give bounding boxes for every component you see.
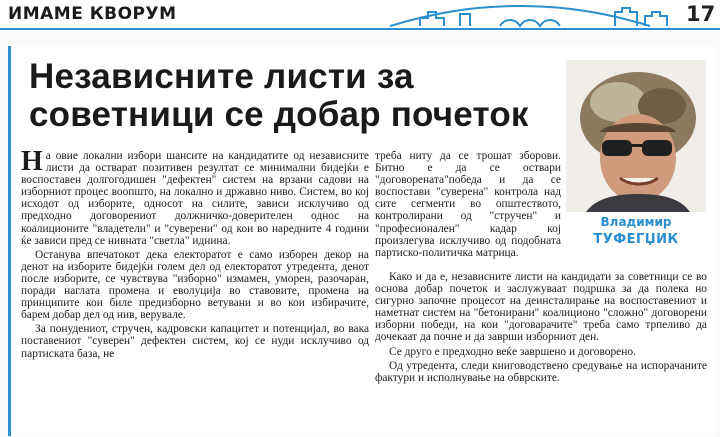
paragraph: Се друго е предходно веќе завршено и договорено. — [389, 345, 636, 358]
paragraph: За понудениот, стручен, кадровски капацитет и потенцијал, во вака поставениот "суверен" дефектен систем, кој се нуди исклучиво од партиската база, не — [21, 323, 369, 360]
drop-cap: Н — [21, 146, 43, 177]
paragraph: Од утредента, следи книговодствено средување на испорачаните фактури и исполнување на обврските. — [375, 359, 707, 384]
city-skyline-icon — [390, 0, 690, 30]
text-column-2 — [375, 150, 561, 261]
headline: Независните листи за советници се добар почеток — [29, 57, 529, 134]
paragraph: Останува впечатокот дека електоратот е само изборен декор на денот на изборите бидејќи голем дел од електоратот утредента, денот после изборите, се чувствува "изборно" измамен, уморен, разочаран, поради наглата промена и еволуција во ставовите, промена на принципите кои биле предизборно ветувани и во кои избирачите, барем добар дел од нив, верувале. — [21, 248, 369, 322]
page-header — [0, 0, 720, 30]
section-label: ИМАМЕ КВОРУМ — [8, 4, 177, 24]
author-photo — [566, 60, 706, 212]
author-byline — [566, 214, 706, 248]
paragraph-text: а овие локални избори шансите на кандидатите од независните листи да остварат позитивен резултат се минимални бидејќи е воспоставен долгогодишен "дефектен" систем на врзани садови на изборниот процес воопшто, на локално и државно ниво. Систем, во кој исходот од изборите, односот на силите, зависи исклучиво од предходно договорениот должничко-доверителен однос на коалиционите "владетели" и "суверени" од кои во наредните 4 години ќе зависи пред се нивната "светла" иднина. — [21, 150, 369, 247]
page-number: 17 — [686, 2, 716, 26]
text-column-3 — [375, 271, 707, 386]
paragraph: треба ниту да се трошат зборови. Битно е да се оствари "договорената"победа и да се воспостави "суверена" контрола над сите сегменти во општеството, контролирани од "стручен" и "професионален" кадар кој произлегува исклучиво од подобната партиско-политичка матрица. — [375, 150, 561, 259]
text-column-1 — [21, 146, 369, 362]
author-portrait-icon — [566, 60, 706, 212]
author-first-name: Владимир — [600, 215, 672, 229]
header-rule — [0, 28, 720, 30]
article — [8, 46, 715, 436]
paragraph: Како и да е, независните листи на кандидати за советници се во основа добар почеток и заслужуваат подршка за да полека но сигурно започне процесот на деинсталирање на воспоставениот и наметнат систем на "бетонирани" коалиционо "сложно" договорени изборни победи, на кои "договарачите" треба само трпеливо да дочекаат да почне и да заврши изборниот ден. — [375, 271, 707, 344]
author-last-name: ТУФЕГЏИК — [593, 232, 679, 247]
paragraph — [21, 146, 369, 247]
